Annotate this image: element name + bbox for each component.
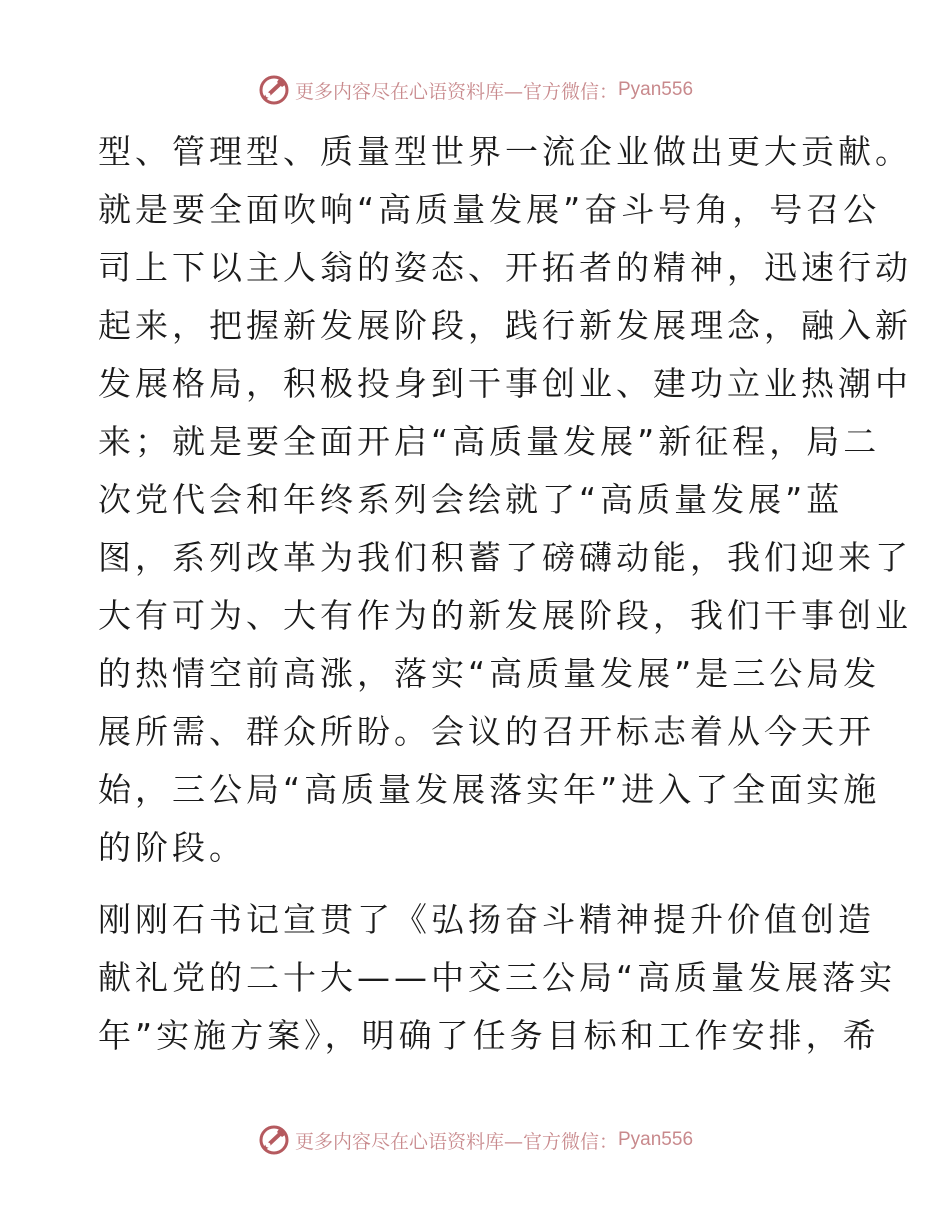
logo-icon — [257, 1123, 291, 1157]
paragraph — [98, 891, 897, 1065]
paragraph — [98, 123, 912, 877]
watermark-handle: Pyan556 — [618, 1129, 694, 1150]
text-line: 型、管理型、质量型世界一流企业做出更大贡献。 — [98, 132, 912, 171]
watermark-text: 更多内容尽在心语资料库—官方微信： — [294, 80, 618, 103]
text-line: 发展格局，积极投身到干事创业、建功立业热潮中 — [98, 364, 912, 403]
text-line: 年”实施方案》，明确了任务目标和工作安排，希 — [98, 1016, 880, 1055]
text-line: 的阶段。 — [98, 828, 246, 867]
text-line: 来；就是要全面开启“高质量发展”新征程，局二 — [98, 422, 881, 461]
document-body — [98, 123, 912, 1065]
text-line: 刚刚石书记宣贯了《弘扬奋斗精神提升价值创造 — [98, 900, 875, 939]
text-line: 图，系列改革为我们积蓄了磅礴动能，我们迎来了 — [98, 538, 912, 577]
text-line: 次党代会和年终系列会绘就了“高质量发展”蓝 — [98, 480, 844, 519]
text-line: 就是要全面吹响“高质量发展”奋斗号角，号召公 — [98, 190, 881, 229]
footer-watermark — [0, 1120, 950, 1160]
text-line: 起来，把握新发展阶段，践行新发展理念，融入新 — [98, 306, 912, 345]
text-line: 大有可为、大有作为的新发展阶段，我们干事创业 — [98, 596, 912, 635]
text-line: 展所需、群众所盼。会议的召开标志着从今天开 — [98, 712, 875, 751]
header-watermark — [0, 70, 950, 110]
watermark-handle: Pyan556 — [618, 79, 694, 100]
logo-icon — [257, 73, 291, 107]
text-line: 的热情空前高涨，落实“高质量发展”是三公局发 — [98, 654, 881, 693]
text-line: 献礼党的二十大——中交三公局“高质量发展落实 — [98, 958, 897, 997]
watermark-text: 更多内容尽在心语资料库—官方微信： — [294, 1130, 618, 1153]
text-line: 司上下以主人翁的姿态、开拓者的精神，迅速行动 — [98, 248, 912, 287]
paragraph-spacer — [98, 877, 858, 891]
text-line: 始，三公局“高质量发展落实年”进入了全面实施 — [98, 770, 881, 809]
